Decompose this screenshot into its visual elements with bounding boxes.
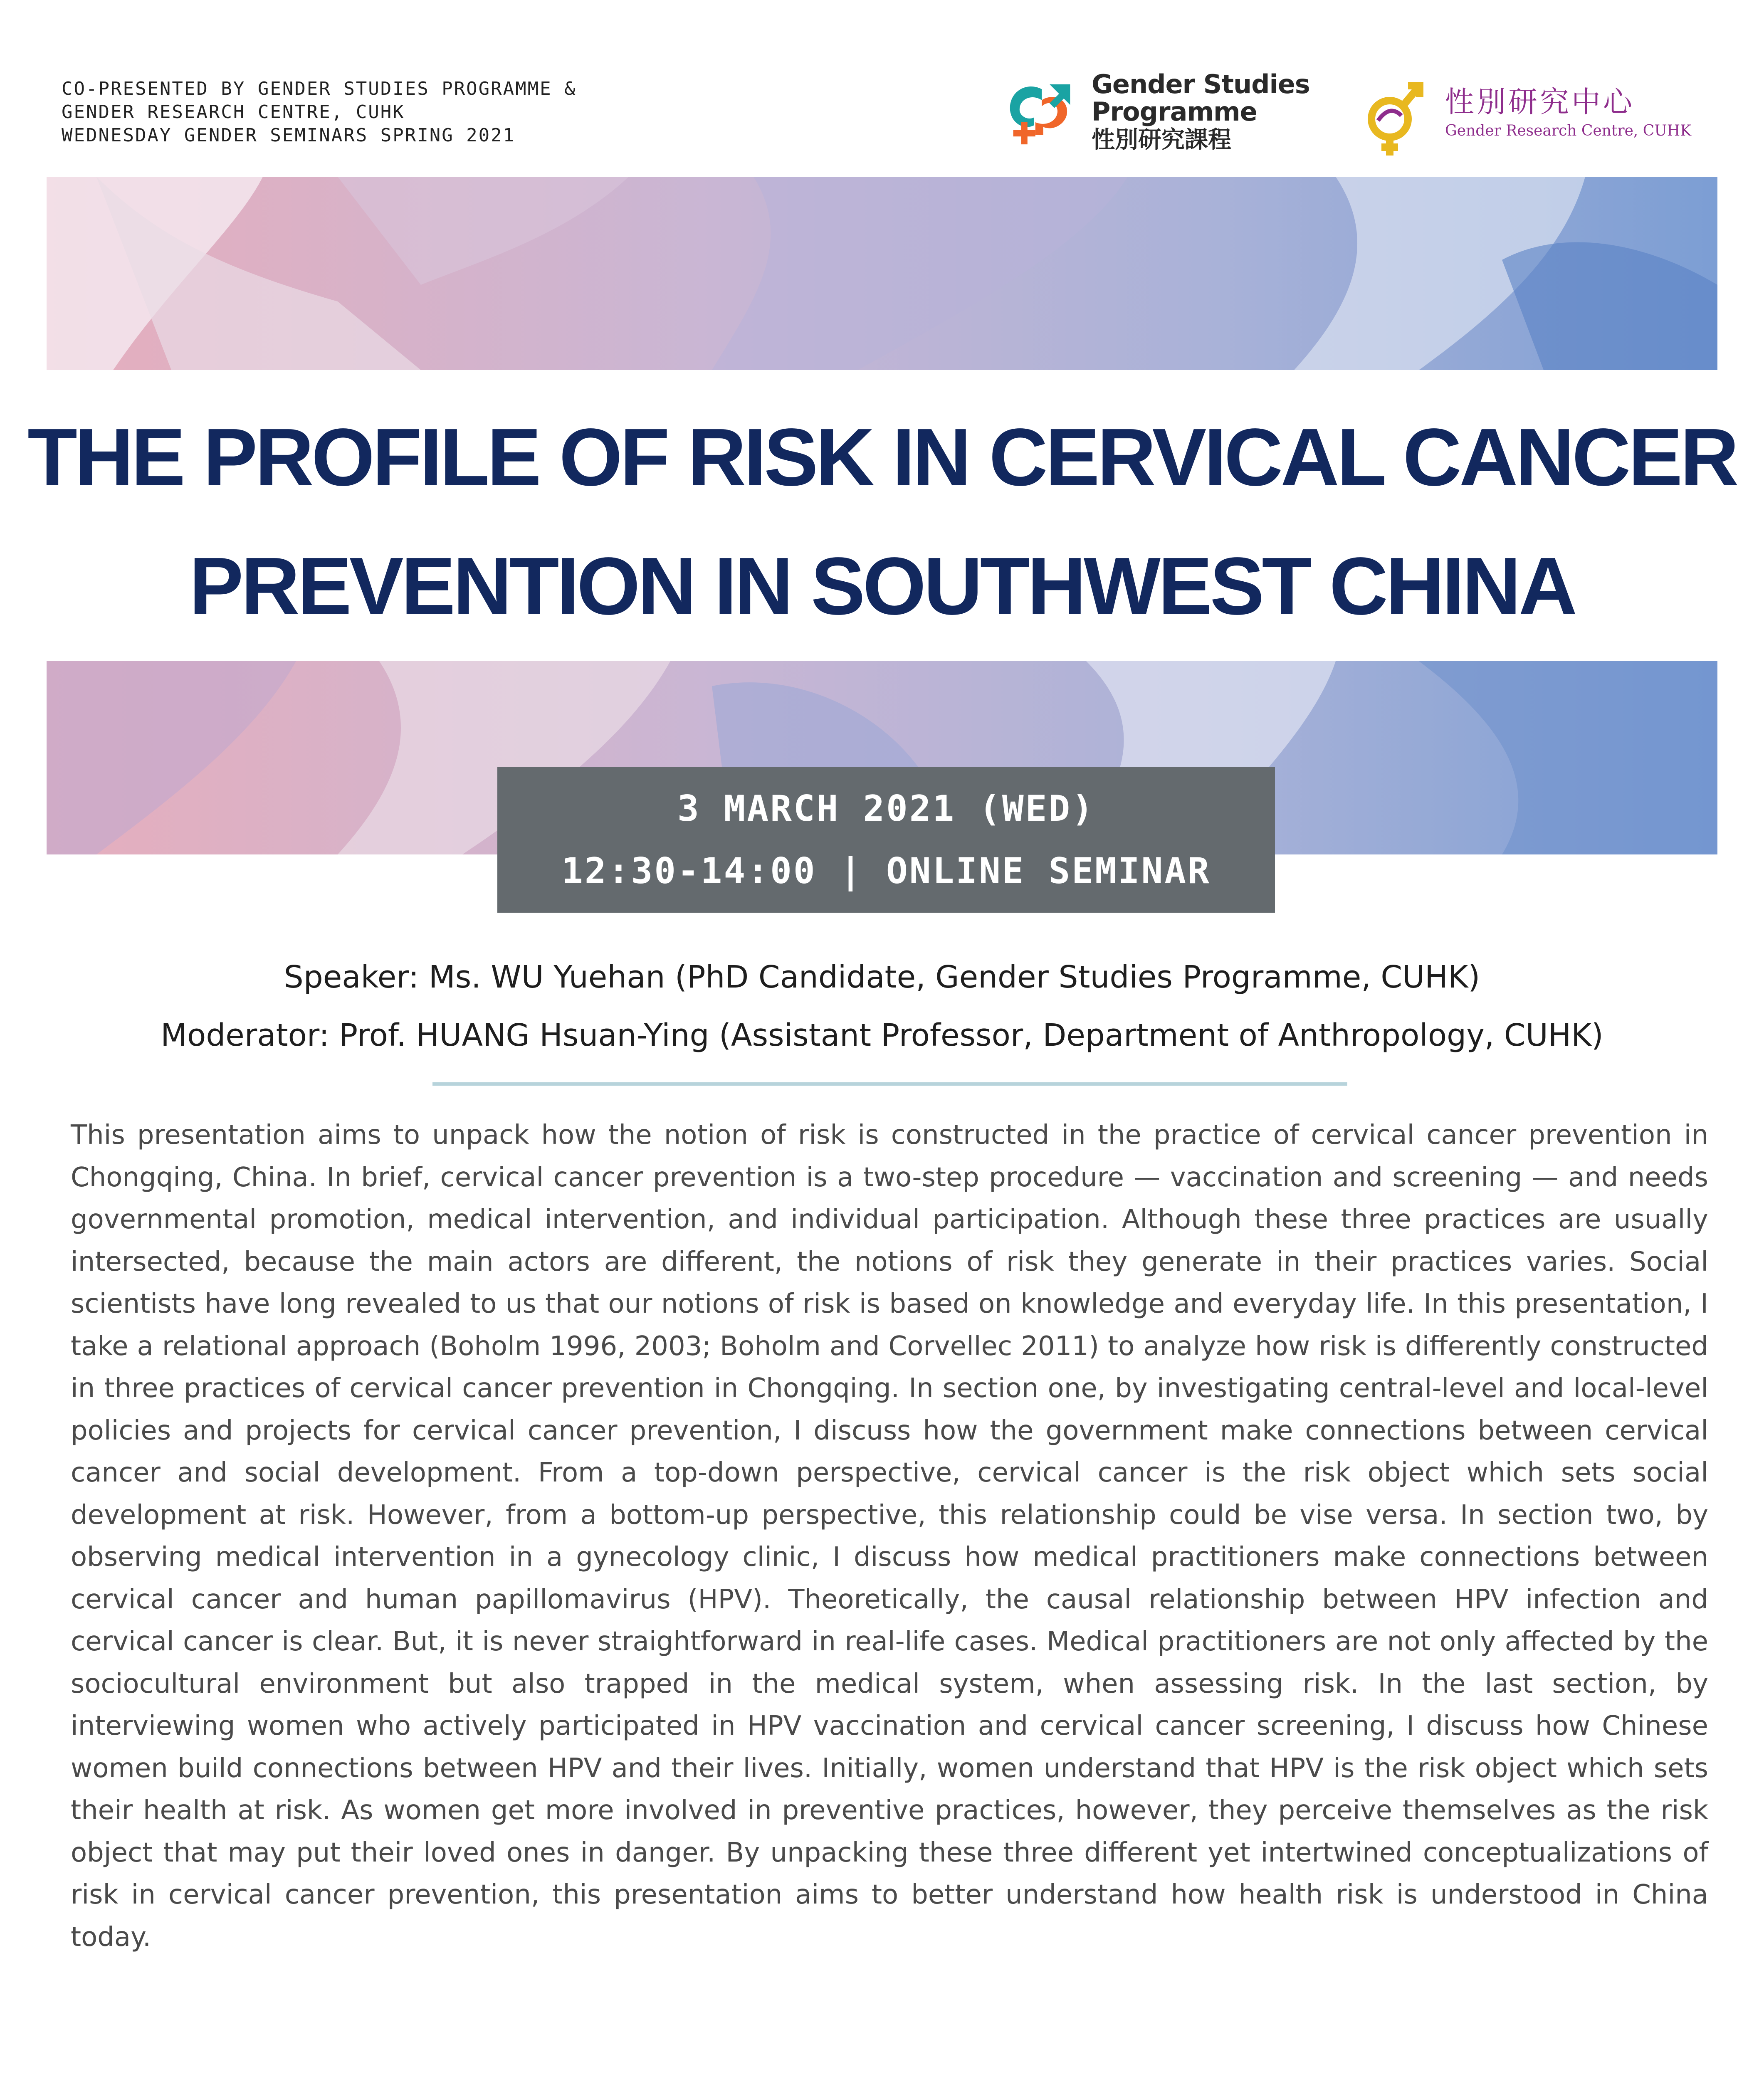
copresent-line-1: CO-PRESENTED BY GENDER STUDIES PROGRAMME &: [62, 78, 577, 99]
gender-studies-programme-logo-icon: [1002, 75, 1081, 154]
gender-studies-programme-logo: [1002, 71, 1327, 154]
event-time: 12:30-14:00 | ONLINE SEMINAR: [561, 850, 1211, 892]
top-banner-image: [47, 177, 1717, 370]
gsp-name-line-2: Programme: [1092, 96, 1257, 127]
grc-name-chinese: 性別研究中心: [1445, 85, 1635, 119]
date-time-box: [497, 767, 1275, 913]
gender-research-centre-logo-icon: [1360, 79, 1426, 158]
grc-name-english: Gender Research Centre, CUHK: [1445, 122, 1691, 139]
gsp-name-line-1: Gender Studies: [1092, 69, 1310, 99]
moderator-line: Moderator: Prof. HUANG Hsuan-Ying (Assistant Professor, Department of Anthropology, CUHK): [161, 1017, 1603, 1053]
gender-research-centre-logo: [1360, 79, 1717, 162]
gender-research-centre-wordmark: [1445, 83, 1691, 141]
gsp-name-chinese: 性別研究課程: [1092, 126, 1231, 153]
gender-studies-programme-wordmark: [1092, 71, 1310, 155]
speaker-line: Speaker: Ms. WU Yuehan (PhD Candidate, Gender Studies Programme, CUHK): [284, 959, 1480, 995]
seminar-title: [0, 393, 1764, 651]
divider: [432, 1082, 1347, 1086]
seminar-title-line-1: THE PROFILE OF RISK IN CERVICAL CANCER: [27, 412, 1737, 503]
copresent-line-2: GENDER RESEARCH CENTRE, CUHK: [62, 101, 405, 123]
event-date: 3 MARCH 2021 (WED): [677, 788, 1095, 830]
copresent-line-3: WEDNESDAY GENDER SEMINARS SPRING 2021: [62, 125, 516, 146]
copresented-by-text: [62, 77, 577, 147]
seminar-title-line-2: PREVENTION IN SOUTHWEST CHINA: [189, 541, 1575, 632]
abstract-paragraph: This presentation aims to unpack how the notion of risk is constructed in the practice of cervical cancer prevention in Chongqing, China. In brief, cervical cancer prevention is a two-step procedure — vaccination and screening — and needs governmental promotion, medical intervention, and individual participation. Although these three practices are usually intersected, because the main actors are different, the notions of risk they generate in their practices varies. Social scientists have long revealed to us that our notions of risk is based on knowledge and everyday life. In this presentation, I take a relational approach (Boholm 1996, 2003; Boholm and Corvellec 2011) to analyze how risk is differently constructed in three practices of cervical cancer prevention in Chongqing. In section one, by investigating central-level and local-level policies and projects for cervical cancer prevention, I discuss how the government make connections between cervical cancer and social development. From a top-down perspective, cervical cancer is the risk object which sets social development at risk. However, from a bottom-up perspective, this relationship could be vise versa. In section two, by observing medical intervention in a gynecology clinic, I discuss how medical practitioners make connections between cervical cancer and human papillomavirus (HPV). Theoretically, the causal relationship between HPV infection and cervical cancer is clear. But, it is never straightforward in real-life cases. Medical practitioners are not only affected by the sociocultural environment but also trapped in the medical system, when assessing risk. In the last section, by interviewing women who actively participated in HPV vaccination and cervical cancer screening, I discuss how Chinese women build connections between HPV and their lives. Initially, women understand that HPV is the risk object which sets their health at risk. As women get more involved in preventive practices, however, they perceive themselves as the risk object that may put their loved ones in danger. By unpacking these three different yet intertwined conceptualizations of risk in cervical cancer prevention, this presentation aims to better understand how health risk is understood in China today.: [71, 1120, 1708, 1953]
speaker-moderator: [0, 948, 1764, 1064]
